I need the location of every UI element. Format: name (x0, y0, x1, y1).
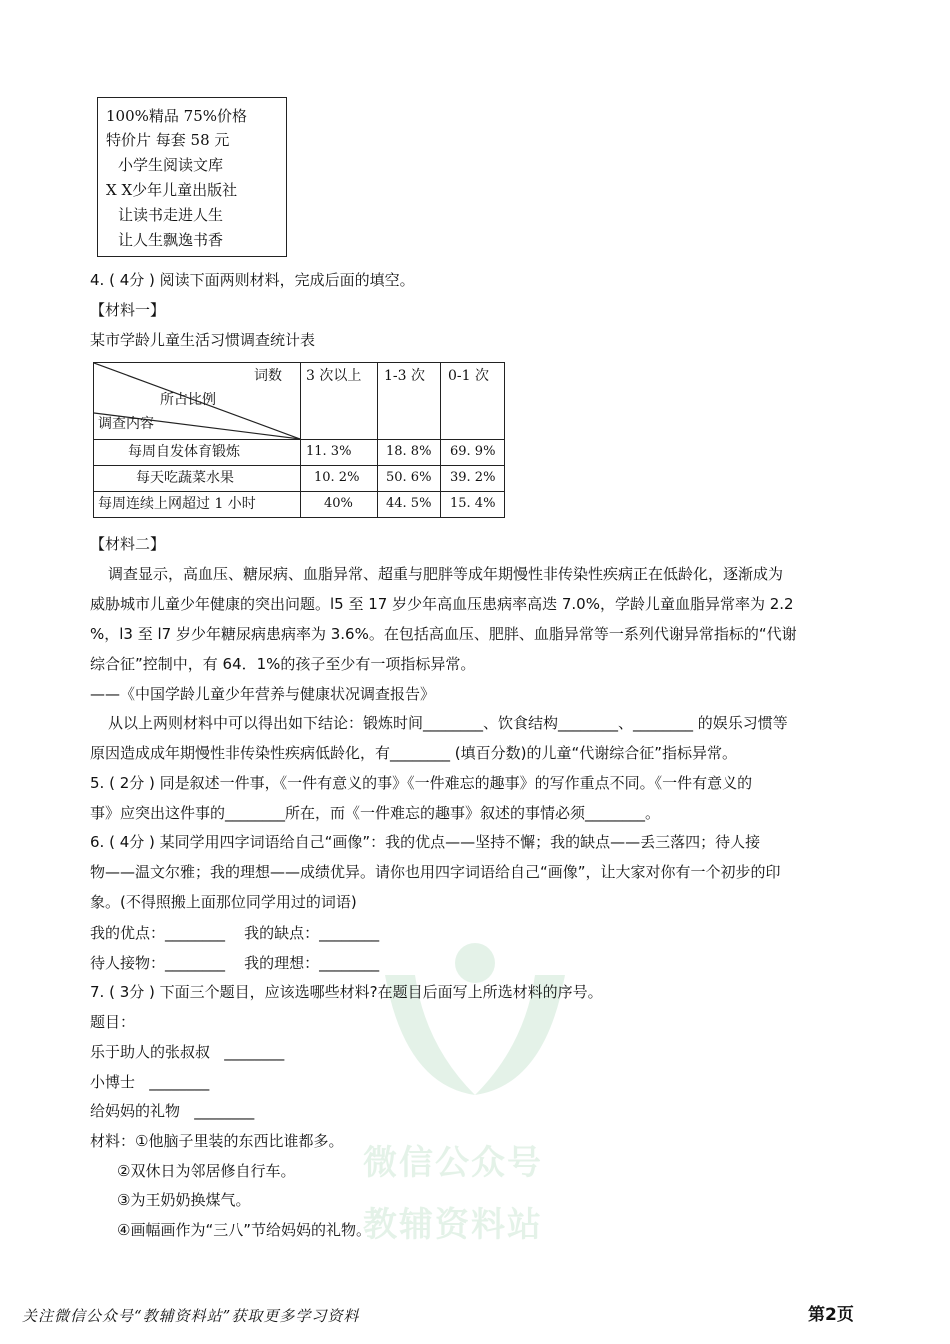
question-5-text: 5. ( 2分 ) 同是叙述一件事，《一件有意义的事》《一件难忘的趣事》的写作重点不同。《一件有意义的 (90, 774, 753, 792)
material-2-text: %，l3 至 l7 岁少年糖尿病患病率为 3.6%。在包括高血压、肥胖、血脂异常等一系列代谢异常指标的“代谢 (90, 625, 797, 643)
table-cell: 11. 3% (306, 444, 352, 459)
page-number: 第2页 (808, 1305, 854, 1325)
footer-note: 关注微信公众号“教辅资料站”获取更多学习资料 (22, 1307, 360, 1325)
question-6-fill-row: 待人接物：________ 我的理想：________ (90, 954, 380, 972)
material-item: 材料：①他脑子里装的东西比谁都多。 (90, 1132, 344, 1150)
watermark-logo-icon (345, 935, 605, 1105)
question-4-header: 4. ( 4分 ) 阅读下面两则材料，完成后面的填空。 (90, 271, 415, 289)
material-2-text: 调查显示，高血压、糖尿病、血脂异常、超重与肥胖等成年期慢性非传染性疾病正在低龄化，逐渐成为 (108, 565, 784, 583)
table-cell: 69. 9% (450, 444, 496, 459)
question-5-text: 事》应突出这件事的________所在，而《一件难忘的趣事》叙述的事情必须________。 (90, 804, 661, 822)
ad-line: 特价片 每套 58 元 (106, 131, 230, 149)
ad-line: 让读书走进人生 (118, 206, 224, 224)
table-row-label: 每天吃蔬菜水果 (136, 470, 234, 486)
material-2-text: 威胁城市儿童少年健康的突出问题。l5 至 17 岁少年高血压患病率高迭 7.0%，学龄儿童血脂异常率为 2.2 (90, 595, 794, 613)
watermark-text: 教辅资料站 (363, 1205, 543, 1245)
ad-line: 让人生飘逸书香 (118, 231, 224, 249)
topics-label: 题目： (90, 1013, 136, 1031)
table-cell: 10. 2% (314, 470, 360, 485)
material-item: ③为王奶奶换煤气。 (117, 1191, 251, 1209)
material-1-label: 【材料一】 (90, 301, 166, 319)
watermark-text: 微信公众号 (363, 1143, 543, 1183)
material-2-text: 综合征”控制中，有 64．1%的孩子至少有一项指标异常。 (90, 655, 476, 673)
question-6-text: 象。(不得照搬上面那位同学用过的词语) (90, 893, 357, 911)
table-corner-bottom: 调查内容 (98, 416, 154, 432)
table-row-label: 每周连续上网超过 1 小时 (98, 496, 256, 512)
question-7-header: 7. ( 3分 ) 下面三个题目，应该选哪些材料?在题目后面写上所选材料的序号。 (90, 983, 603, 1001)
table-divider (94, 491, 504, 492)
material-item: ②双休日为邻居修自行车。 (117, 1162, 296, 1180)
table-col-header: 3 次以上 (306, 368, 362, 384)
table-row-label: 每周自发体育锻炼 (128, 444, 240, 460)
topic-item: 乐于助人的张叔叔 ________ (90, 1043, 285, 1061)
material-2-label: 【材料二】 (90, 535, 166, 553)
conclusion-text: 从以上两则材料中可以得出如下结论：锻炼时间________、饮食结构________、________ 的娱乐习惯等 (108, 714, 788, 732)
question-6-text: 物——温文尔雅；我的理想——成绩优异。请你也用四字词语给自己“画像”，让大家对你有一个初步的印 (90, 863, 781, 881)
table-title: 某市学龄儿童生活习惯调查统计表 (90, 331, 316, 349)
table-cell: 15. 4% (450, 496, 496, 511)
table-cell: 40% (324, 496, 353, 511)
table-divider (94, 465, 504, 466)
source-citation: ——《中国学龄儿童少年营养与健康状况调查报告》 (90, 685, 436, 703)
ad-line: 小学生阅读文库 (118, 156, 224, 174)
table-cell: 18. 8% (386, 444, 432, 459)
conclusion-text: 原因造成成年期慢性非传染性疾病低龄化，有________ (填百分数)的儿童“代谢综合征”指标异常。 (90, 744, 738, 762)
table-col-header: 1-3 次 (384, 368, 425, 384)
topic-item: 小博士 ________ (90, 1073, 210, 1091)
table-corner-top: 词数 (254, 368, 282, 384)
table-col-header: 0-1 次 (448, 368, 489, 384)
question-6-text: 6. ( 4分 ) 某同学用四字词语给自己“画像”：我的优点——坚持不懈；我的缺点——丢三落四；待人接 (90, 833, 761, 851)
table-corner-mid: 所占比例 (160, 392, 216, 408)
table-cell: 39. 2% (450, 470, 496, 485)
table-cell: 44. 5% (386, 496, 432, 511)
ad-line: 100%精品 75%价格 (106, 107, 247, 125)
question-6-fill-row: 我的优点：________ 我的缺点：________ (90, 924, 380, 942)
ad-line: X X少年儿童出版社 (106, 181, 238, 199)
table-divider (94, 439, 504, 440)
material-item: ④画幅画作为“三八”节给妈妈的礼物。 (117, 1221, 371, 1239)
table-cell: 50. 6% (386, 470, 432, 485)
survey-table (93, 362, 505, 518)
topic-item: 给妈妈的礼物 ________ (90, 1102, 255, 1120)
advertisement-box (97, 97, 287, 257)
